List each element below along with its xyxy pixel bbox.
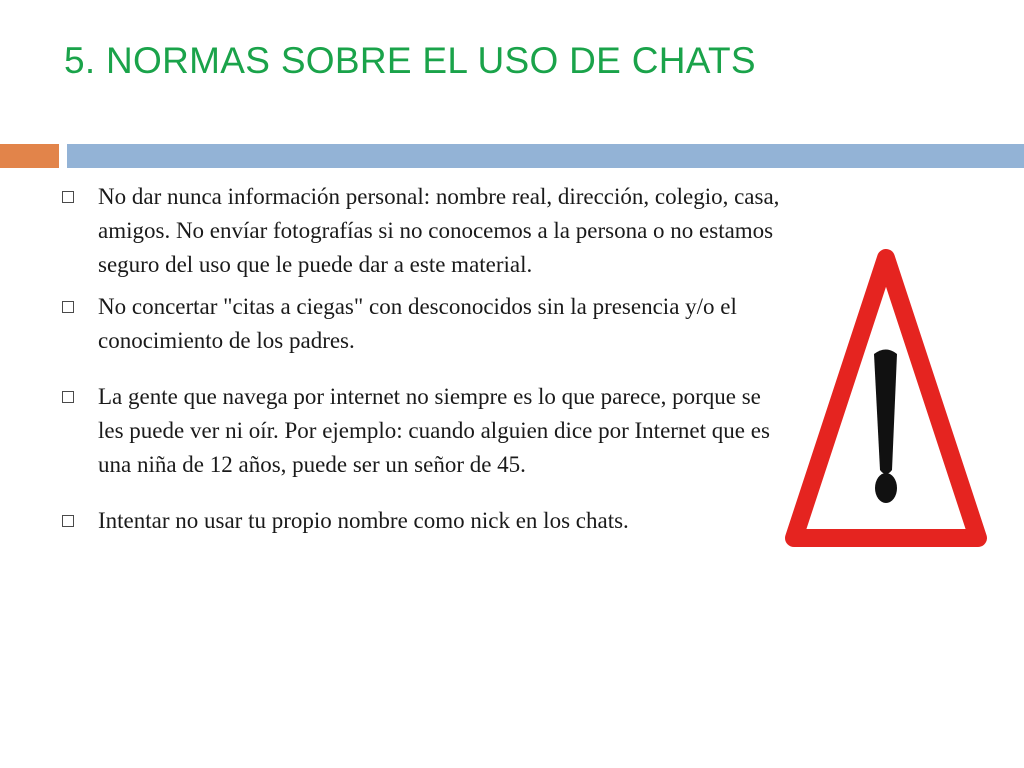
bullet-item (62, 180, 782, 282)
bullet-text: No dar nunca información personal: nombre real, dirección, colegio, casa, amigos. No envíar fotografías si no conocemos a la persona o no estamos seguro del uso que le puede dar a este material. (98, 184, 780, 277)
bullet-item (62, 290, 782, 358)
bullet-item (62, 504, 782, 538)
hollow-square-bullet-icon (62, 301, 74, 313)
slide-title: 5. NORMAS SOBRE EL USO DE CHATS (64, 40, 756, 81)
exclamation-dot (875, 473, 897, 503)
accent-bar-orange (0, 144, 59, 168)
bullet-list (62, 180, 782, 538)
warning-triangle-icon (784, 248, 988, 550)
hollow-square-bullet-icon (62, 391, 74, 403)
bullet-text: No concertar "citas a ciegas" con desconocidos sin la presencia y/o el conocimiento de los padres. (98, 294, 737, 353)
accent-bar-blue (67, 144, 1024, 168)
hollow-square-bullet-icon (62, 515, 74, 527)
bullet-text: Intentar no usar tu propio nombre como nick en los chats. (98, 508, 629, 533)
bullet-item (62, 380, 782, 482)
bullet-text: La gente que navega por internet no siempre es lo que parece, porque se les puede ver ni oír. Por ejemplo: cuando alguien dice por Internet que es una niña de 12 años, puede ser un señor de 45. (98, 384, 770, 477)
hollow-square-bullet-icon (62, 191, 74, 203)
